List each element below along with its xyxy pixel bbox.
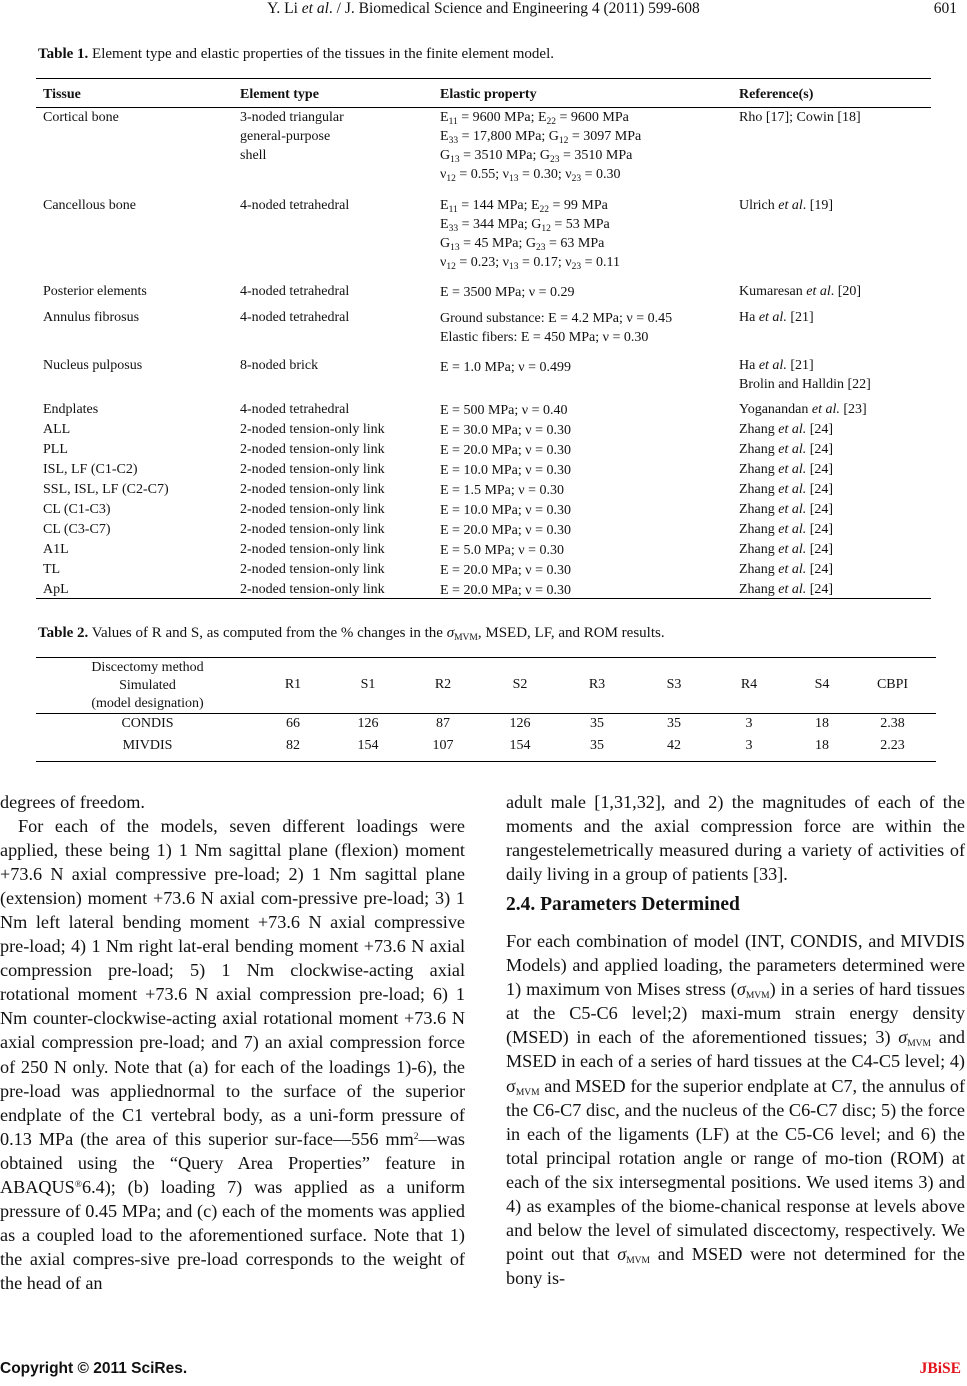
table-cell-element: 2-noded tension-only link [240,482,385,497]
table-cell-element: 2-noded tension-only link [240,582,385,597]
running-head-journal: . / J. Biomedical Science and Engineering 4 (2011) 599-608 [328,0,700,17]
table-cell-element: 4-noded tetrahedral [240,310,350,325]
table-cell-element: 2-noded tension-only link [240,562,385,577]
paragraph [0,814,465,1295]
paragraph [506,929,965,1290]
table-cell: 2.23 [880,738,905,753]
table-cell: 82 [286,738,300,753]
table-cell-property: E = 10.0 MPa; ν = 0.30 [440,503,572,518]
table-cell-tissue: SSL, ISL, LF (C2-C7) [43,482,169,497]
running-head-etal: et al [301,0,329,17]
table2-header-r1: R1 [284,677,302,692]
table1-element-list [240,400,385,600]
header-line: Simulated [119,678,176,693]
table-cell-reference: Zhang et al. [24] [739,462,834,477]
table2-header-r3: R3 [588,677,606,692]
table-cell: 35 [590,738,604,753]
paragraph-text: ) in a series of hard tissues at the C5-C6 level;2) maxi-mum strain energy density (MSED) in each of the aforementioned tissues; 3) [506,979,965,1048]
sigma-subscript: MVM [907,1039,931,1050]
table2-label: Table 2. [38,625,89,641]
table-cell-property: E = 1.5 MPa; ν = 0.30 [440,483,565,498]
superscript: 2 [413,1131,419,1142]
running-head-authors: Y. Li [267,0,302,17]
table-cell-property: E = 20.0 MPa; ν = 0.30 [440,583,572,598]
table-cell-property: E = 10.0 MPa; ν = 0.30 [440,463,572,478]
table-cell: 3 [745,738,753,753]
table-cell-property: E = 20.0 MPa; ν = 0.30 [440,563,572,578]
table-cell-element: 2-noded tension-only link [240,442,385,457]
table1-header-property: Elastic property [440,87,537,102]
table2-bottom-rule [36,761,936,762]
paragraph-text: and MSED for the superior endplate at C7, the annulus of the C6-C7 disc, and the nucleus of the C6-C7 disc; 5) the force in each of the ligaments (LF) at the C5-C6 level; and 6) the total principal rotation angle or range of mo-tion (ROM) at each of the six intersegmental positions. We used items 3) and 4) as examples of the biome-chanical response at levels above and below the level of simulated discectomy, respectively. We point out that [506,1075,965,1264]
sigma-subscript: MVM [515,1087,540,1098]
registered-mark: ® [74,1179,83,1190]
table-cell-tissue: ApL [43,582,69,597]
table-cell-property: E = 20.0 MPa; ν = 0.30 [440,523,572,538]
property-line: $\nu_{12} = 0.55$; $\nu_{13} = 0.30$; $\nu_{23} = 0.30$ [440,167,621,184]
table1-property-list [440,401,571,601]
table-cell: 18 [815,716,829,731]
table1-caption [38,46,554,63]
table-cell: 126 [357,716,379,731]
table-cell-reference: Zhang et al. [24] [739,442,834,457]
table1-tissue-list [43,400,169,600]
table-cell-element: 4-noded tetrahedral [240,284,350,299]
paragraph-text: For each combination of model (INT, CONDIS, and MIVDIS Models) and applied loading, the parameters determined were 1) maximum von Mises stress ( [506,931,965,1000]
table-cell: 35 [667,716,681,731]
table-cell-tissue: A1L [43,542,69,557]
property-line: Elastic fibers: E = 450 MPa; ν = 0.30 [440,330,649,345]
table-cell-reference: Zhang et al. [24] [739,542,834,557]
page-number: 601 [933,0,957,17]
running-head-title [0,0,967,18]
table-cell-element: 2-noded tension-only link [240,462,385,477]
body-right-column [506,790,965,1290]
sigma-symbol: σ [617,1243,627,1264]
property-line: $E_{11} = 9600$ MPa; $E_{22} = 9600$ MPa [440,110,629,127]
table-cell-property: E = 20.0 MPa; ν = 0.30 [440,443,572,458]
table1-header-tissue: Tissue [43,87,81,102]
table-cell-reference: Rho [17]; Cowin [18] [739,110,861,125]
table-cell: 87 [436,716,450,731]
table2-header-model [60,659,235,713]
table1-reference-list [739,400,867,600]
table-cell-reference: Zhang et al. [24] [739,582,834,597]
table1-top-rule [36,78,931,79]
table2-header-r4: R4 [740,677,758,692]
table-cell-reference [739,356,871,394]
table-cell-element: 2-noded tension-only link [240,542,385,557]
table2-header-rule [36,713,936,714]
table2-caption [38,625,665,642]
table-cell-reference: Zhang et al. [24] [739,522,834,537]
table2-caption-text: Values of R and S, as computed from the % changes in the [88,625,447,641]
table-cell-tissue: ISL, LF (C1-C2) [43,462,138,477]
property-line: $E_{33} = 17,800$ MPa; $G_{12} = 3097$ MPa [440,129,642,146]
table-cell: 154 [509,738,531,753]
table-cell-property: E = 3500 MPa; ν = 0.29 [440,285,575,300]
table-cell-element: 4-noded tetrahedral [240,402,350,417]
reference-line: Ha et al. [21] [739,358,814,373]
table-cell: 66 [286,716,300,731]
table-cell-element: 8-noded brick [240,358,319,373]
paragraph-text: 6.4); (b) loading 7) was applied as a uniform pressure of 0.45 MPa; and (c) each of the moments was applied as a coupled load to the aforementioned surface. Note that 1) the axial compres-sive pre-load corresponds to the weight of the head of an [0,1176,465,1293]
table-cell: 18 [815,738,829,753]
table-cell-property [440,309,672,347]
sigma-subscript: MVM [745,991,770,1002]
table-cell-tissue: CL (C1-C3) [43,502,111,517]
table-cell: 42 [667,738,681,753]
table1-header-reference: Reference(s) [739,87,814,102]
table-cell-tissue: Nucleus pulposus [43,358,143,373]
table-cell: 126 [509,716,531,731]
table-cell-reference: Ulrich et al. [19] [739,198,834,213]
table2-header-r2: R2 [434,677,452,692]
property-line: Ground substance: E = 4.2 MPa; ν = 0.45 [440,311,673,326]
table-cell-tissue: CL (C3-C7) [43,522,111,537]
paragraph: adult male [1,31,32], and 2) the magnitudes of each of the moments and the axial compression force are within the rangestelemetrically measured during a variety of activities of daily living in a group of patients [33]. [506,792,965,885]
table-cell-tissue: Annulus fibrosus [43,310,140,325]
table-cell-reference: Kumaresan et al. [20] [739,284,862,299]
paragraph-text: and MSED were not determined for the bony is- [506,1243,966,1288]
header-line: Discectomy method [91,660,204,675]
sigma-subscript: MVM [454,633,478,643]
table-cell-property [440,108,641,184]
paragraph-text: and MSED in each of a series of hard tissues at the C4-C5 level; 4) [506,1027,966,1072]
table-cell-property: E = 500 MPa; ν = 0.40 [440,403,568,418]
table-cell-tissue: Cancellous bone [43,198,136,213]
sigma-symbol: σ [506,1075,516,1096]
sigma-symbol: σ [446,625,455,641]
table-cell-element: 2-noded tension-only link [240,422,385,437]
header-line: (model designation) [91,696,204,711]
sigma-subscript: MVM [626,1255,650,1266]
table1-header-element: Element type [240,87,319,102]
table2-caption-text-end: , MSED, LF, and ROM results. [477,625,665,641]
property-line: $\nu_{12} = 0.23$; $\nu_{13} = 0.17$; $\nu_{23} = 0.11$ [440,255,620,272]
table-cell-tissue: Cortical bone [43,110,119,125]
table-cell-element [240,108,344,165]
table-cell: 107 [432,738,454,753]
property-line: $G_{13} = 3510$ MPa; $G_{23} = 3510$ MPa [440,148,633,165]
table2-header-s3: S3 [666,677,682,692]
body-left-column [0,790,465,1295]
running-head [0,0,967,22]
table-cell-tissue: TL [43,562,61,577]
property-line: $E_{11} = 144$ MPa; $E_{22} = 99$ MPa [440,198,608,215]
table1-label: Table 1. [38,46,89,62]
table2-header-s1: S1 [360,677,376,692]
table-cell-tissue: ALL [43,422,71,437]
property-line: $G_{13} = 45$ MPa; $G_{23} = 63$ MPa [440,236,605,253]
table-cell-reference: Ha et al. [21] [739,310,814,325]
element-line: shell [240,148,267,163]
paragraph-text: For each of the models, seven different loadings were applied, these being 1) 1 Nm sagittal plane (flexion) moment +73.6 N axial compressive pre-load; 2) 1 Nm sagittal plane (extension) moment +73.6 N axial com-pressive pre-load; 3) 1 Nm left lateral bending moment +73.6 N axial compressive pre-load; 4) 1 Nm right lat-eral bending moment +73.6 N axial compression pre-load; 5) 1 Nm clockwise-acting axial rotational moment +73.6 N axial compression pre-load; 6) 1 Nm counter-clockwise-acting axial rotational moment +73.6 N axial compression pre-load; and 7) an axial compression force of 250 N only. Note that (a) for each of the loadings 1)-6), the pre-load was appliednormal to the surface of the superior endplate of the C1 vertebral body, as a uni-form pressure of 0.13 MPa (the area of this superior sur-face—556 mm [0,816,465,1149]
table1-caption-text: Element type and elastic properties of the tissues in the finite element model. [88,46,554,62]
table-cell-element: 2-noded tension-only link [240,502,385,517]
table-cell-property: E = 5.0 MPa; ν = 0.30 [440,543,565,558]
table-cell-element: 2-noded tension-only link [240,522,385,537]
paragraph-text: —was obtained using the “Query Area Properties” feature in ABAQUS [0,1128,465,1197]
table-cell-reference: Yoganandan et al. [23] [739,402,867,417]
table-cell-reference: Zhang et al. [24] [739,482,834,497]
element-line: 3-noded triangular [240,110,344,125]
sigma-symbol: σ [736,979,746,1000]
table-row-model: MIVDIS [122,738,173,753]
footer-copyright: Copyright © 2011 SciRes. [0,1360,188,1377]
table-cell-element: 4-noded tetrahedral [240,198,350,213]
table-cell-reference: Zhang et al. [24] [739,502,834,517]
table-cell-reference: Zhang et al. [24] [739,422,834,437]
table2-header-cbpi: CBPI [876,677,909,692]
table-cell-tissue: Posterior elements [43,284,147,299]
table2-header-s2: S2 [512,677,528,692]
element-line: general-purpose [240,129,331,144]
table2-header-s4: S4 [814,677,830,692]
table-cell-property [440,196,620,272]
sigma-symbol: σ [898,1027,908,1048]
table-cell: 35 [590,716,604,731]
property-line: $E_{33} = 344$ MPa; $G_{12} = 53$ MPa [440,217,610,234]
table-cell: 2.38 [880,716,905,731]
table-cell: 154 [357,738,379,753]
table-cell-property: E = 30.0 MPa; ν = 0.30 [440,423,572,438]
reference-line: Brolin and Halldin [22] [739,377,871,392]
footer-journal-abbr: JBiSE [919,1360,961,1377]
table-cell-tissue: PLL [43,442,68,457]
section-heading: 2.4. Parameters Determined [506,894,740,916]
table-cell-tissue: Endplates [43,402,99,417]
table-cell: 3 [745,716,753,731]
table-cell-reference: Zhang et al. [24] [739,562,834,577]
table-row-model: CONDIS [121,716,174,731]
table-cell-property: E = 1.0 MPa; ν = 0.499 [440,360,572,375]
paragraph: degrees of freedom. [0,792,145,812]
